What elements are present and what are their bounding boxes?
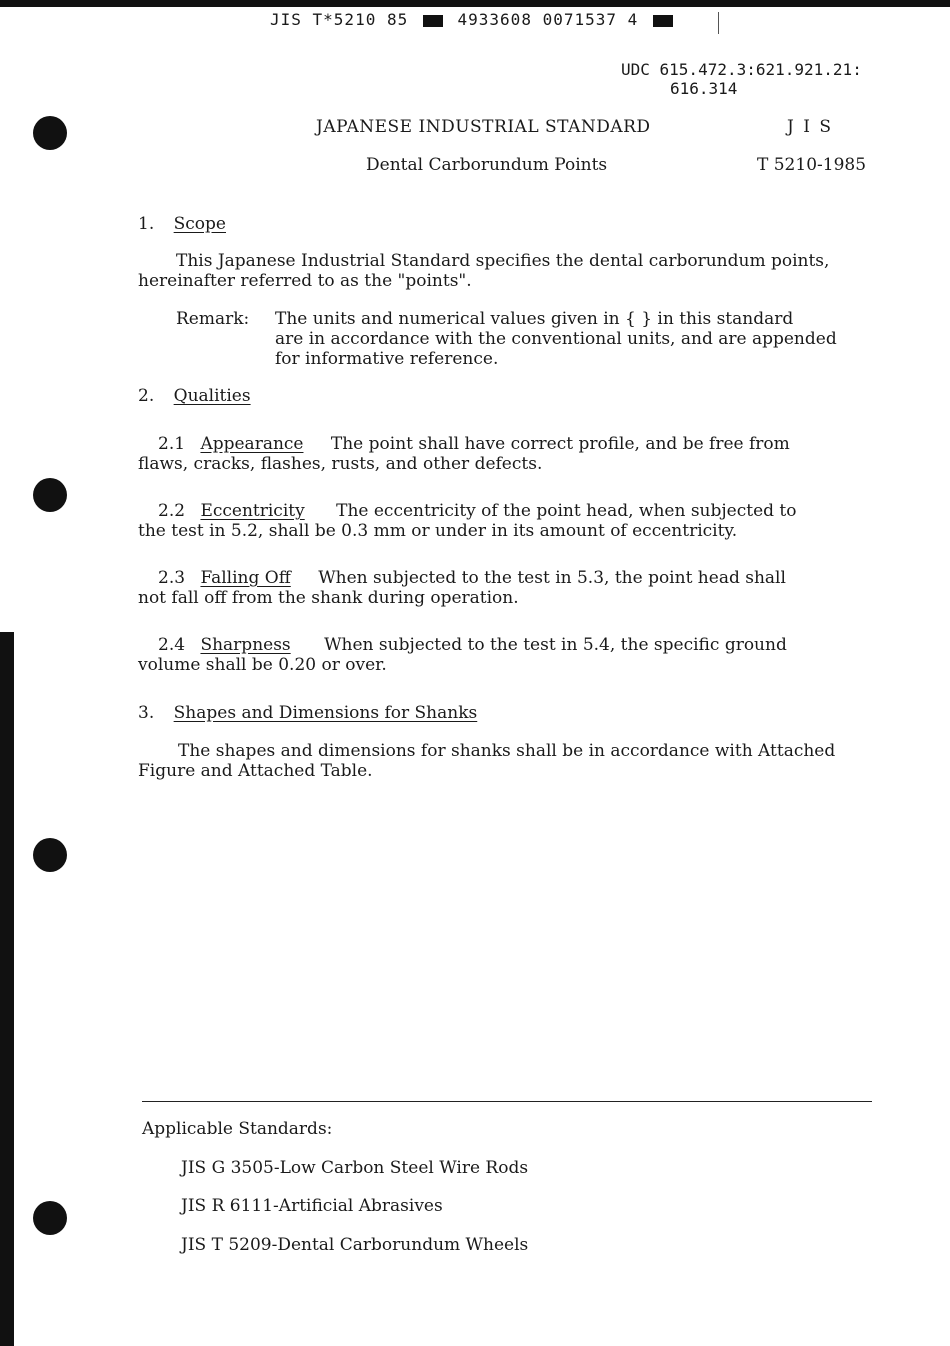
- clause-text: not fall off from the shank during operation.: [138, 588, 519, 608]
- paragraph-line: hereinafter referred to as the "points".: [138, 271, 472, 291]
- section-shapes-heading: [138, 703, 477, 723]
- scope-paragraph: [138, 251, 898, 291]
- clause-2-2: [138, 501, 898, 541]
- clause-number: 2.1: [158, 434, 186, 454]
- section-title: Shapes and Dimensions for Shanks: [173, 703, 478, 723]
- catalog-code-suffix: 4933608 0071537 4: [457, 10, 639, 29]
- remark-line: The units and numerical values given in { } in this standard: [275, 309, 794, 329]
- clause-text: the test in 5.2, shall be 0.3 mm or under in its amount of eccentricity.: [138, 521, 738, 541]
- catalog-code: [270, 10, 677, 29]
- redaction-block: [653, 15, 673, 27]
- udc-line-1: UDC 615.472.3:621.921.21:: [621, 60, 862, 79]
- remark-label: Remark:: [176, 309, 250, 329]
- section-number: 3.: [138, 703, 155, 723]
- applicable-standard-item: JIS R 6111-Artificial Abrasives: [181, 1196, 443, 1216]
- punch-hole: [33, 116, 67, 150]
- clause-title: Sharpness: [200, 635, 291, 655]
- clause-2-1: [138, 434, 898, 474]
- clause-text: flaws, cracks, flashes, rusts, and other defects.: [138, 454, 543, 474]
- standard-title: JAPANESE INDUSTRIAL STANDARD: [316, 117, 651, 137]
- section-number: 1.: [138, 214, 155, 234]
- clause-title: Appearance: [200, 434, 304, 454]
- punch-hole: [33, 1201, 67, 1235]
- paragraph-line: This Japanese Industrial Standard specifies the dental carborundum points,: [176, 251, 830, 271]
- document-title: Dental Carborundum Points: [366, 155, 608, 175]
- section-scope-heading: [138, 214, 226, 234]
- remark-line: for informative reference.: [275, 349, 499, 369]
- clause-number: 2.3: [158, 568, 186, 588]
- remark-text: [275, 309, 837, 369]
- section-title: Qualities: [173, 386, 251, 406]
- header-divider: [718, 12, 719, 34]
- clause-text: When subjected to the test in 5.4, the specific ground: [324, 635, 787, 655]
- redaction-block: [423, 15, 443, 27]
- clause-2-3: [138, 568, 898, 608]
- clause-text: The eccentricity of the point head, when subjected to: [336, 501, 797, 521]
- clause-number: 2.2: [158, 501, 186, 521]
- shapes-paragraph: [138, 741, 898, 781]
- clause-text: When subjected to the test in 5.3, the point head shall: [318, 568, 786, 588]
- scan-top-edge: [0, 0, 950, 7]
- clause-text: volume shall be 0.20 or over.: [138, 655, 387, 675]
- scan-left-edge: [0, 632, 14, 1346]
- clause-title: Falling Off: [200, 568, 291, 588]
- catalog-code-prefix: JIS T*5210 85: [270, 10, 409, 29]
- section-qualities-heading: [138, 386, 251, 406]
- clause-title: Eccentricity: [200, 501, 305, 521]
- footnote-rule: [142, 1101, 872, 1102]
- jis-mark: J I S: [787, 117, 833, 137]
- udc-line-2: 616.314: [670, 79, 738, 98]
- paragraph-line: The shapes and dimensions for shanks shall be in accordance with Attached: [178, 741, 836, 761]
- document-number: T 5210-1985: [757, 155, 867, 175]
- punch-hole: [33, 478, 67, 512]
- paragraph-line: Figure and Attached Table.: [138, 761, 373, 781]
- clause-2-4: [138, 635, 898, 675]
- section-number: 2.: [138, 386, 155, 406]
- clause-number: 2.4: [158, 635, 186, 655]
- remark-line: are in accordance with the conventional units, and are appended: [275, 329, 837, 349]
- applicable-standards-label: Applicable Standards:: [142, 1119, 333, 1139]
- applicable-standard-item: JIS G 3505-Low Carbon Steel Wire Rods: [181, 1158, 529, 1178]
- clause-text: The point shall have correct profile, and be free from: [330, 434, 790, 454]
- punch-hole: [33, 838, 67, 872]
- applicable-standard-item: JIS T 5209-Dental Carborundum Wheels: [181, 1235, 529, 1255]
- section-title: Scope: [173, 214, 226, 234]
